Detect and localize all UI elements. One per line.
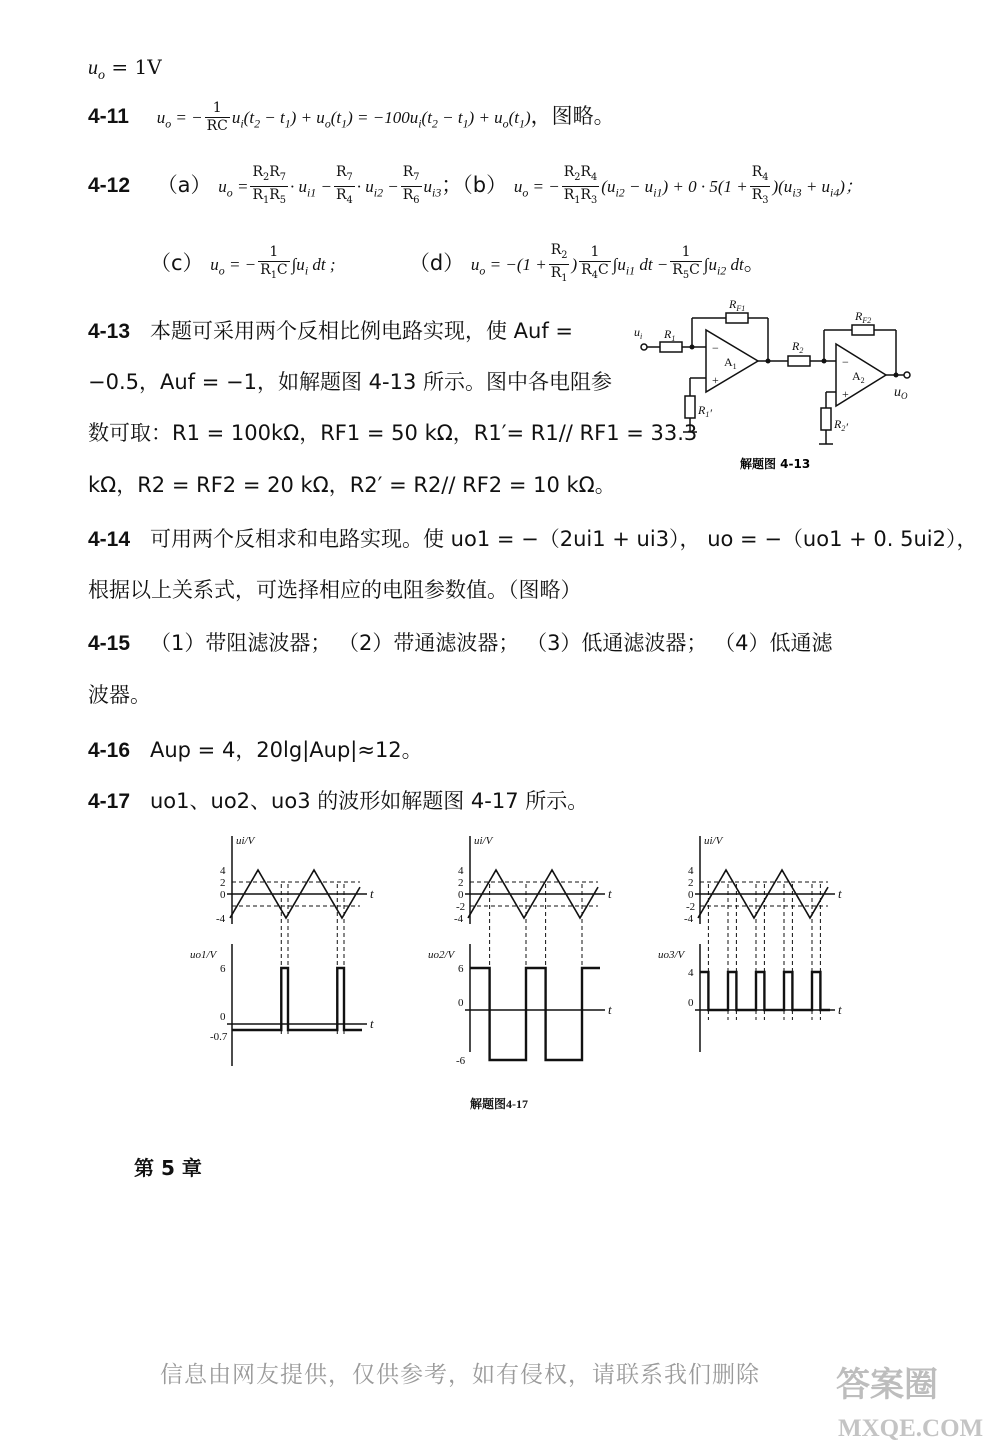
t-axis-label: t: [370, 1016, 374, 1031]
t-axis-label: t: [838, 886, 842, 901]
tick-label-0: 0: [688, 889, 694, 901]
svg-text:+: +: [842, 387, 849, 401]
tick-label-neg2: -2: [686, 901, 696, 913]
problem-4-13-line1: 4-13 本题可采用两个反相比例电路实现，使 Auf =: [88, 316, 573, 347]
ui-axis-label: ui/V: [474, 835, 493, 847]
problem-number: 4-17: [88, 790, 131, 813]
problem-4-13-line4: kΩ，R2 = RF2 = 20 kΩ，R2′ = R2// RF2 = 10 kΩ。: [88, 473, 616, 497]
tick-label-4: 4: [220, 865, 226, 877]
out-zero-label: 0: [688, 997, 694, 1009]
svg-text:R1′: $R_1'$: [698, 403, 712, 420]
figure-caption-4-17: 解题图4-17: [470, 1097, 528, 1111]
chapter-heading: 第 5 章: [134, 1156, 202, 1180]
t-axis-label: t: [608, 886, 612, 901]
waveform-figure-4-17: [180, 826, 870, 1116]
t-axis-label: t: [370, 886, 374, 901]
problem-4-13-line2: −0.5，Auf = −1，如解题图 4-13 所示。图中各电阻参: [88, 370, 612, 394]
problem-4-15-line2: 波器。: [88, 683, 151, 707]
tick-label-2: 2: [458, 877, 464, 889]
tick-label-0: 0: [220, 889, 226, 901]
svg-text:R1: $R_1$: [664, 327, 676, 343]
t-axis-label: t: [608, 1002, 612, 1017]
watermark-logo: [816, 1350, 986, 1442]
problem-number: 4-15: [88, 632, 131, 655]
result-uo: $u_o = 1V$: [88, 55, 162, 83]
problem-4-12-cd: （c） $u_o$ = − $\frac{1}{R_1C}$ $\int u_i$ dt ; （d） $u_o = -(1$ + $\frac{R_2}{R_1}$ ) $\frac{1}{R_4C}$ $\int u_{i1}$ dt − $\frac{1}{R_5C}$ $\int u_{i2}$ dt。: [150, 242, 765, 284]
svg-text:+: +: [712, 373, 719, 387]
square-wave: [700, 972, 830, 1010]
figure-caption-4-13: 解题图 4-13: [740, 457, 811, 471]
uo-axis-label: uo1/V: [190, 949, 217, 961]
problem-4-11: 4-11 $u_o$ = − $\frac{1}{RC}$ $u_i(t_2 - t_1) + u_o(t_1) = -100u_i(t_2 - t_1) + u_o(t_1)$，图略。: [88, 100, 615, 134]
watermark-text: 信息由网友提供，仅供参考，如有侵权，请联系我们删除: [160, 1362, 760, 1388]
svg-text:A2: $A_2$: [852, 369, 865, 385]
logo-url: MXQE.COM: [838, 1415, 984, 1442]
out-high-label: 4: [688, 967, 694, 979]
out-high-label: 6: [220, 963, 226, 975]
out-zero-label: 0: [458, 997, 464, 1009]
out-low-label: -0.7: [210, 1031, 228, 1043]
problem-4-17: 4-17 uo1、uo2、uo3 的波形如解题图 4-17 所示。: [88, 786, 588, 817]
svg-text:uO: $u_O$: [894, 385, 908, 401]
problem-4-14-line2: 根据以上关系式，可选择相应的电阻参数值。（图略）: [88, 578, 582, 602]
problem-number: 4-14: [88, 528, 131, 551]
uo-axis-label: uo2/V: [428, 949, 455, 961]
problem-number: 4-13: [88, 320, 131, 343]
tick-label-4: 4: [688, 865, 694, 877]
problem-4-15-line1: 4-15 （1）带阻滤波器； （2）带通滤波器； （3）低通滤波器； （4）低通滤: [88, 628, 832, 659]
problem-4-14-line1: 4-14 可用两个反相求和电路实现。使 uo1 = −（2ui1 + ui3）， uo = −（uo1 + 0. 5ui2），: [88, 524, 977, 555]
tick-label-neg4: -4: [684, 913, 694, 925]
out-high-label: 6: [458, 963, 464, 975]
out-zero-label: 0: [220, 1011, 226, 1023]
problem-4-16: 4-16 Aup = 4，20lg|Aup|≈12。: [88, 735, 423, 766]
svg-text:RF2: $R_{F2}$: [855, 309, 872, 325]
problem-number: 4-16: [88, 739, 131, 762]
tick-label-neg4: -4: [216, 913, 226, 925]
t-axis-label: t: [838, 1002, 842, 1017]
tick-label-4: 4: [458, 865, 464, 877]
tick-label-0: 0: [458, 889, 464, 901]
logo-cn: 答案圈: [836, 1367, 938, 1404]
circuit-diagram-4-13: [628, 292, 920, 472]
svg-text:−: −: [712, 341, 719, 355]
svg-text:ui: $u_i$: [634, 325, 643, 341]
problem-4-13-line3: 数可取：R1 = 100kΩ，RF1 = 50 kΩ，R1′= R1// RF1 = 33.3: [88, 421, 698, 445]
tick-label-neg2: -2: [456, 901, 466, 913]
problem-number: 4-12: [88, 173, 131, 197]
svg-text:R2: $R_2$: [792, 339, 804, 355]
uo-axis-label: uo3/V: [658, 949, 685, 961]
svg-text:RF1: $R_{F1}$: [729, 297, 746, 313]
svg-text:−: −: [842, 355, 849, 369]
problem-number: 4-11: [88, 105, 129, 128]
problem-4-12: 4-12 （a） $u_o$ = $\frac{R_2R_7}{R_1R_5}$ · $u_{i1}$ − $\frac{R_7}{R_4}$ · $u_{i2}$ − $\frac{R_7}{R_6}$ $u_{i3}$；（b） $u_o$ = − $\frac{R_2R_4}{R_1R_3}$ $(u_{i2} - u_{i1}) + 0 \cdot 5(1$ + $\frac{R_4}{R_3}$ )$(u_{i3} + u_{i4})$；: [88, 164, 862, 206]
square-wave: [232, 968, 362, 1030]
tick-label-2: 2: [688, 877, 694, 889]
tick-label-neg4: -4: [454, 913, 464, 925]
ui-axis-label: ui/V: [704, 835, 723, 847]
ui-axis-label: ui/V: [236, 835, 255, 847]
svg-text:A1: $A_1$: [724, 355, 737, 371]
tick-label-2: 2: [220, 877, 226, 889]
svg-text:R2′: $R_2'$: [834, 417, 848, 434]
out-low-label: -6: [456, 1055, 466, 1067]
